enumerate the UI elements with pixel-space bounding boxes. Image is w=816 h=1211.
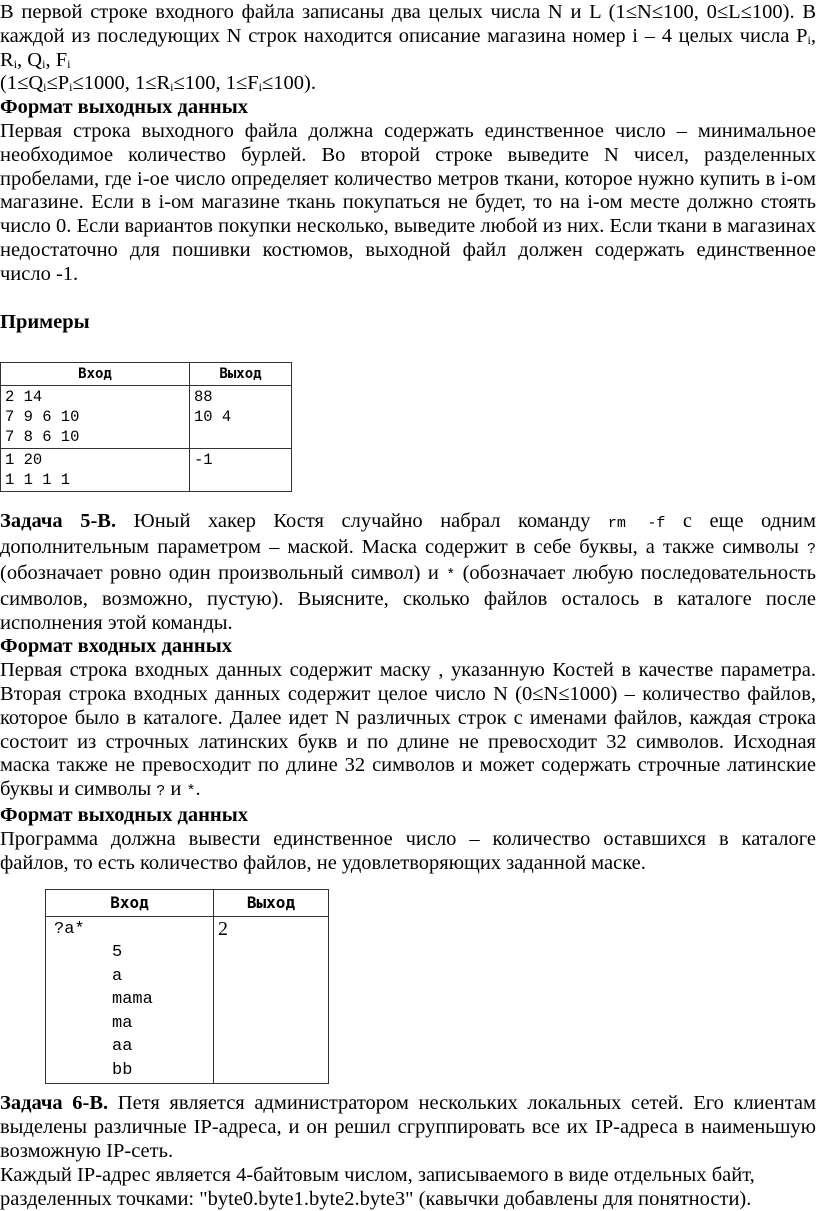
table-row: 1 20 1 1 1 1 -1 [1,449,292,492]
task6-line-2: Каждый IP-адрес является 4-байтовым числом, записываемого в виде отдельных байт, [0,1164,816,1188]
heading-input-format: Формат входных данных [0,635,816,659]
header-input: Вход [46,890,214,917]
heading-examples: Примеры [0,311,816,335]
header-output: Выход [190,363,292,386]
header-input: Вход [1,363,190,386]
example-table-1 [0,362,292,492]
example-table-2 [45,889,329,1084]
output-format-text-2: Программа должна вывести единственное число – количество оставшихся в каталоге файлов, то есть количество файлов, не удовлетворяющих заданной маске. [0,828,816,876]
output-format-text: Первая строка выходного файла должна содержать единственное число – минимальное необходимое количество бурлей. Во второй строке выведите N чисел, разделенных пробелами, где i-ое число определяет количество метров ткани, которое нужно купить в i-ом магазине. Если в i-ом магазине ткань покупаться не будет, то на i-ом месте должно стоять число 0. Если вариантов покупки несколько, выведите любой из них. Если ткани в магазинах недостаточно для пошивки костюмов, выходной файл должен содержать единственное число -1. [0,120,816,287]
table-row: ?a* 5 a mama ma aa bb 2 [46,916,329,1084]
table-row: 2 14 7 9 6 10 7 8 6 10 88 10 4 [1,386,292,449]
heading-output-format: Формат выходных данных [0,96,816,120]
task5-statement: Задача 5-B. Юный хакер Костя случайно набрал команду rm -f с еще одним дополнительным параметром – маской. Маска содержит в себе буквы, а также символы ? (обозначает ровно один произвольный символ) и * (обозначает любую последовательность символов, возможно, пустую). Выясните, сколько файлов осталось в каталоге после исполнения этой команды. [0,510,816,635]
task6-statement: Задача 6-B. Петя является администратором нескольких локальных сетей. Его клиентам выделены различные IP-адреса, и он решил сгруппировать все их IP-адреса в наименьшую возможную IP-сеть. [0,1092,816,1163]
input-format-text: В первой строке входного файла записаны два целых числа N и L (1≤N≤100, 0≤L≤100). В каждой из последующих N строк находится описание магазина номер i – 4 целых числа $P_i$, $R_i$, $Q_i$, $F_i$ ($1\le Q_i\le P_i\le 1000$, $1\le R_i\le 100$, $1\le F_i\le 100$). [0,0,816,96]
header-output: Выход [214,890,329,917]
input-format-text-2: Первая строка входных данных содержит маску , указанную Костей в качестве параметра. Вторая строка входных данных содержит целое число N (0≤N≤1000) – количество файлов, которое было в каталоге. Далее идет N различных строк с именами файлов, каждая строка состоит из строчных латинских букв и по длине не превосходит 32 символов. Исходная маска также не превосходит по длине 32 символов и может содержать строчные латинские буквы и символы ? и *. [0,659,816,804]
heading-output-format-2: Формат выходных данных [0,804,816,828]
task6-line-3: разделенных точками: "byte0.byte1.byte2.byte3" (кавычки добавлены для понятности). [0,1188,816,1211]
